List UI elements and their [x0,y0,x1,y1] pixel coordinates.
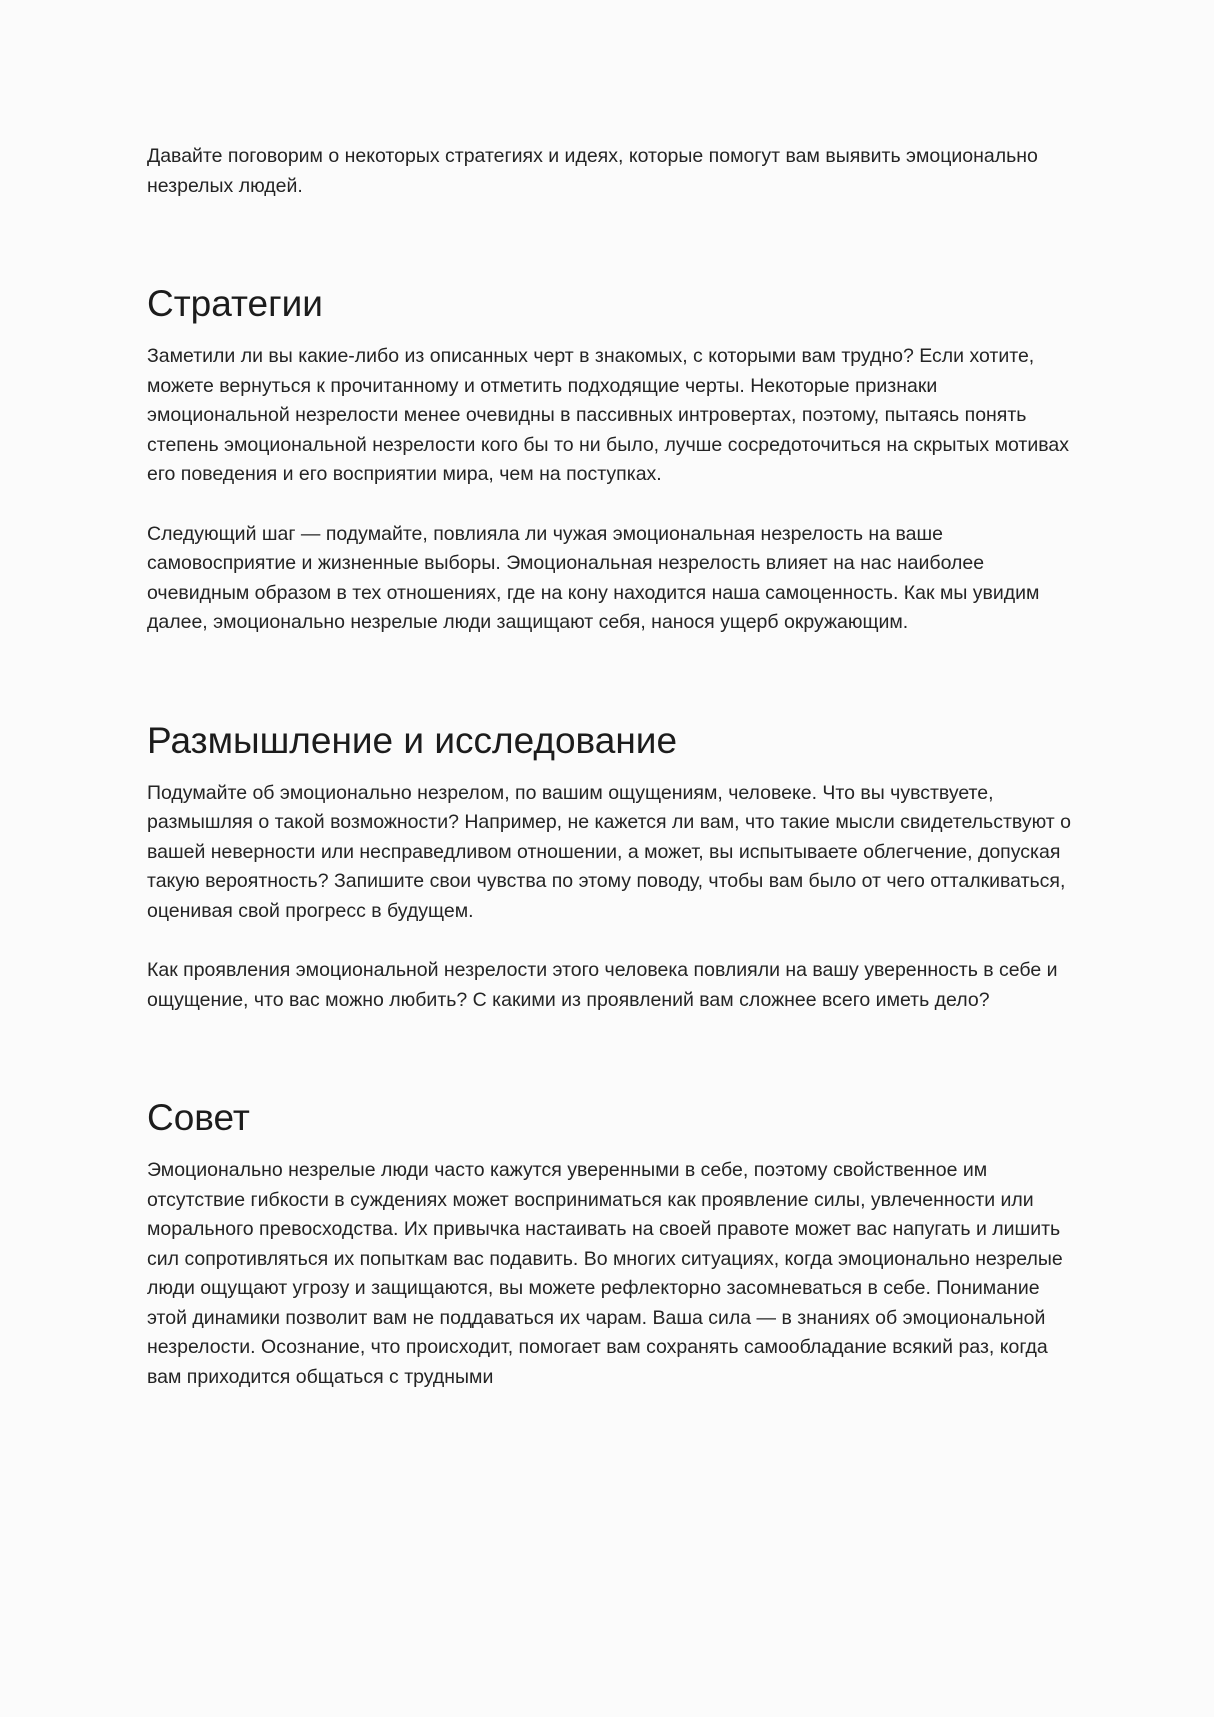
heading-advice: Совет [147,1097,250,1138]
intro-paragraph: Давайте поговорим о некоторых стратегиях и идеях, которые помогут вам выявить эмоционально незрелых людей. [147,145,1038,197]
strategies-paragraph-2: Следующий шаг — подумайте, повлияла ли чужая эмоциональная незрелость на ваше самовосприятие и жизненные выборы. Эмоциональная незрелость влияет на нас наиболее очевидным образом в тех отношениях, где на кону находится наша самоценность. Как мы увидим далее, эмоционально незрелые люди защищают себя, нанося ущерб окружающим. [147,522,1040,633]
reflection-paragraph-2: Как проявления эмоциональной незрелости этого человека повлияли на вашу уверенность в себе и ощущение, что вас можно любить? С какими из проявлений вам сложнее всего иметь дело? [147,959,1058,1011]
heading-strategies: Стратегии [147,283,323,324]
strategies-paragraph-1: Заметили ли вы какие-либо из описанных черт в знакомых, с которыми вам трудно? Если хотите, можете вернуться к прочитанному и отметить подходящие черты. Некоторые признаки эмоциональной незрелости менее очевидны в пассивных интровертах, поэтому, пытаясь понять степень эмоциональной незрелости кого бы то ни было, лучше сосредоточиться на скрытых мотивах его поведения и его восприятии мира, чем на поступках. [147,345,1069,485]
advice-paragraph-1: Эмоционально незрелые люди часто кажутся уверенными в себе, поэтому свойственное им отсутствие гибкости в суждениях может восприниматься как проявление силы, увлеченности или морального превосходства. Их привычка настаивать на своей правоте может вас напугать и лишить сил сопротивляться их попыткам вас подавить. Во многих ситуациях, когда эмоционально незрелые люди ощущают угрозу и защищаются, вы можете рефлекторно засомневаться в себе. Понимание этой динамики позволит вам не поддаваться их чарам. Ваша сила — в знаниях об эмоциональной незрелости. Осознание, что происходит, помогает вам сохранять самообладание всякий раз, когда вам приходится общаться с трудными [147,1159,1063,1388]
heading-reflection: Размышление и исследование [147,719,678,761]
document-page [147,142,1077,1392]
reflection-paragraph-1: Подумайте об эмоционально незрелом, по вашим ощущениям, человеке. Что вы чувствуете, размышляя о такой возможности? Например, не кажется ли вам, что такие мысли свидетельствуют о вашей неверности или несправедливом отношении, а может, вы испытываете облегчение, допуская такую вероятность? Запишите свои чувства по этому поводу, чтобы вам было от чего отталкиваться, оценивая свой прогресс в будущем. [147,781,1071,922]
